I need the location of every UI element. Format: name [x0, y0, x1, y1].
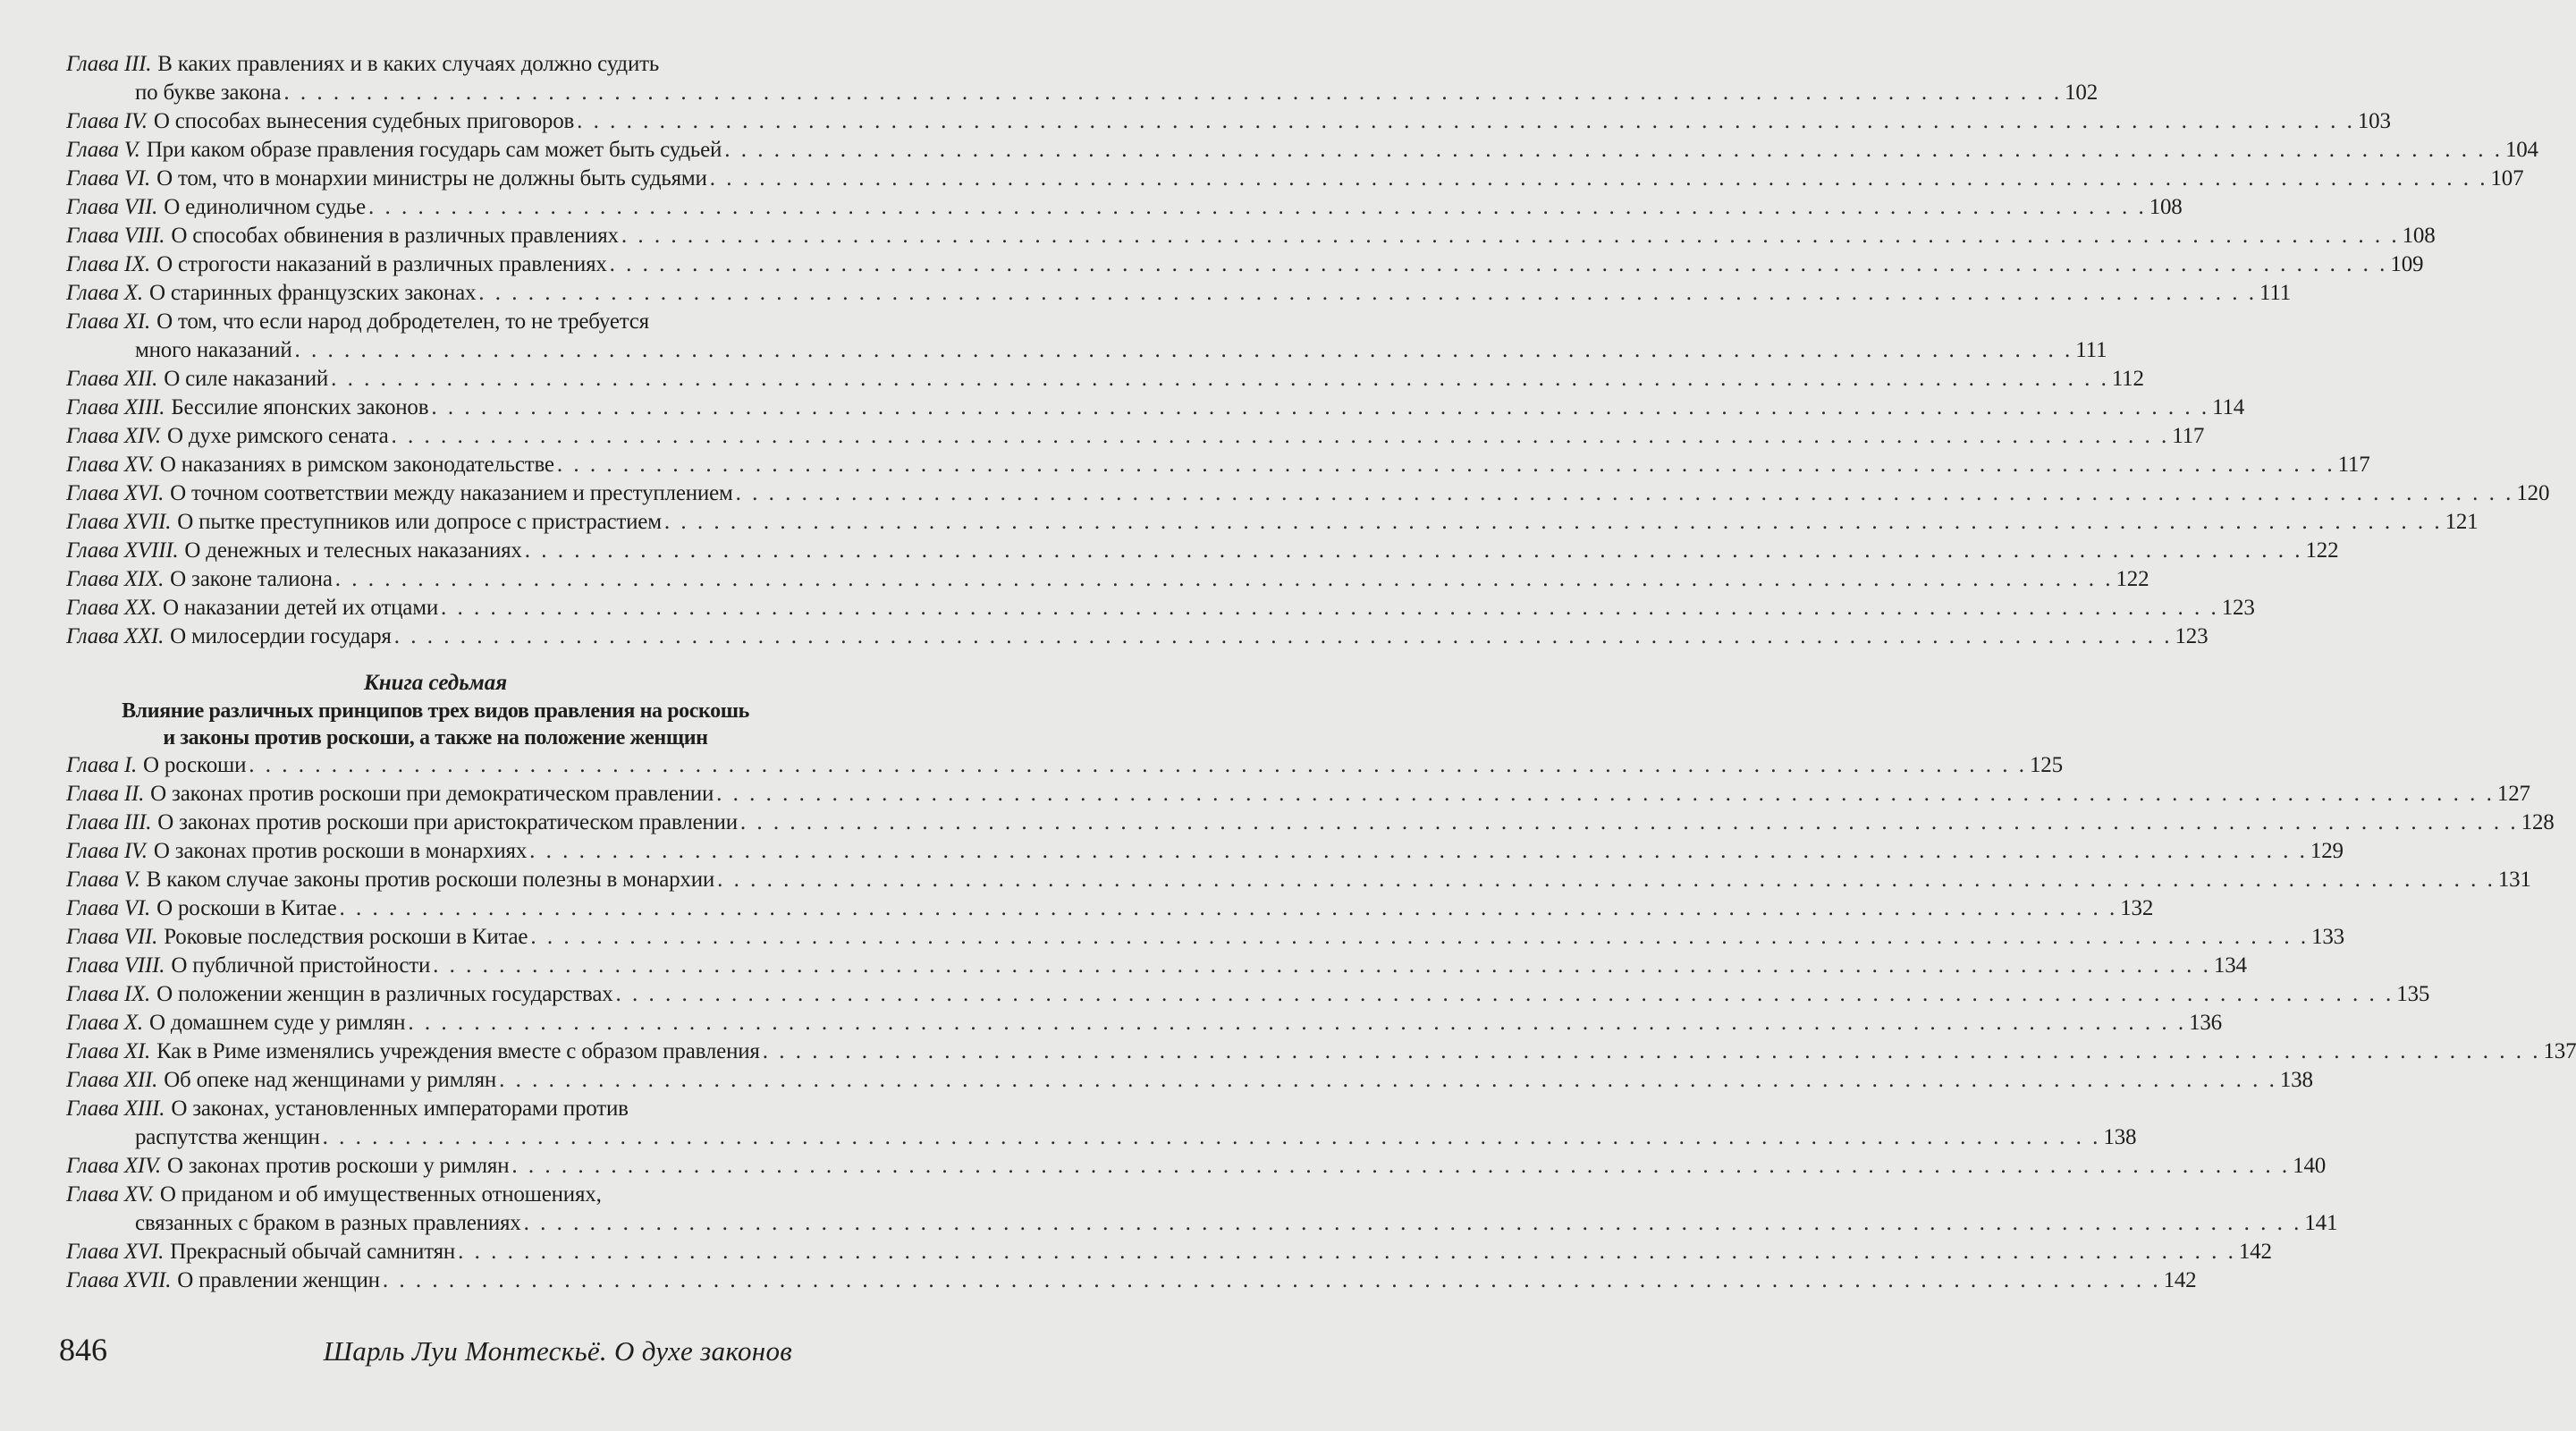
chapter-title: О законах против роскоши при аристократическом правлении — [157, 810, 738, 834]
dot-leader — [716, 780, 2495, 809]
chapter-label: Глава XII. — [66, 367, 158, 391]
chapter-title: О способах вынесения судебных приговоров — [153, 109, 575, 133]
dot-leader — [664, 508, 2443, 537]
chapter-title: О силе наказаний — [164, 367, 329, 391]
page-ref: 136 — [2189, 1011, 2222, 1035]
chapter-label: Глава VII. — [66, 195, 158, 219]
page-ref: 134 — [2213, 953, 2247, 978]
chapter-title: О законах, установленных императорами против — [171, 1097, 629, 1121]
toc-entry — [66, 1095, 2137, 1152]
page-ref: 104 — [2504, 138, 2538, 162]
toc-entry-line — [66, 308, 805, 336]
toc-entry — [66, 107, 2391, 136]
dot-leader — [340, 894, 2118, 923]
chapter-title: О законах против роскоши у римлян — [166, 1154, 510, 1178]
toc-entry — [66, 780, 2530, 809]
toc-entry-line — [66, 279, 2292, 308]
dot-leader — [431, 394, 2209, 422]
chapter-title: О наказаниях в римском законодательстве — [159, 453, 554, 477]
dot-leader — [408, 1009, 2186, 1037]
dot-leader — [717, 866, 2496, 894]
page-ref: 117 — [2172, 424, 2205, 448]
page-ref: 138 — [2103, 1125, 2137, 1149]
dot-leader — [530, 923, 2309, 952]
dot-leader — [525, 537, 2303, 565]
page-ref: 129 — [2310, 839, 2344, 863]
chapter-title: О том, что в монархии министры не должны быть судьями — [156, 166, 707, 191]
chapter-label: Глава IX. — [66, 982, 151, 1006]
chapter-title: Роковые последствия роскоши в Китае — [164, 925, 528, 949]
chapter-label: Глава IV. — [66, 839, 148, 863]
chapter-title: О правлении женщин — [177, 1268, 380, 1292]
toc-entry-line — [66, 809, 2555, 837]
toc-entry — [66, 136, 2538, 165]
page-ref: 120 — [2516, 481, 2550, 505]
toc-entry — [66, 279, 2292, 308]
book-heading — [66, 669, 805, 751]
toc-entry — [66, 751, 2063, 780]
page-ref: 141 — [2304, 1211, 2338, 1235]
toc-entry-line — [66, 193, 2183, 222]
toc-entry-line — [66, 479, 2550, 508]
page-ref: 133 — [2311, 925, 2344, 949]
toc-entry-line — [66, 365, 2144, 394]
toc-entry-line — [66, 866, 2531, 894]
toc-entry — [66, 193, 2183, 222]
toc-entry — [66, 1152, 2327, 1181]
toc-entry — [66, 451, 2370, 479]
dot-leader — [458, 1238, 2236, 1266]
dot-leader — [383, 1266, 2161, 1295]
toc-entry — [66, 809, 2555, 837]
toc-entry — [66, 923, 2344, 952]
chapter-label: Глава VI. — [66, 896, 151, 920]
dot-leader — [499, 1066, 2277, 1095]
chapter-title: О точном соответствии между наказанием и преступлением — [170, 481, 733, 505]
toc-entry — [66, 479, 2550, 508]
toc-entry-line — [66, 837, 2344, 866]
toc-entry-line — [66, 451, 2370, 479]
page-ref: 117 — [2337, 453, 2370, 477]
dot-leader — [249, 751, 2027, 780]
toc-entry — [66, 1238, 2272, 1266]
toc-entry — [66, 837, 2344, 866]
dot-leader — [577, 107, 2355, 136]
dot-leader — [736, 479, 2514, 508]
dot-leader — [295, 336, 2073, 365]
chapter-title: О том, что если народ добродетелен, то не требуется — [156, 309, 649, 334]
dot-leader — [478, 279, 2257, 308]
chapter-label: Глава XIII. — [66, 1097, 165, 1121]
chapter-title: О денежных и телесных наказаниях — [184, 538, 522, 563]
chapter-title: О положении женщин в различных государствах — [156, 982, 613, 1006]
toc-entry-line — [66, 923, 2344, 952]
chapter-label: Глава XI. — [66, 309, 151, 334]
toc-entry-line — [66, 50, 805, 79]
chapter-title: О приданом и об имущественных отношениях, — [159, 1182, 602, 1207]
chapter-title-continuation: распутства женщин — [135, 1125, 320, 1149]
page-ref: 137 — [2543, 1039, 2576, 1063]
toc-entry — [66, 980, 2430, 1009]
toc-entry-line — [66, 1209, 2338, 1238]
chapter-title: Об опеке над женщинами у римлян — [164, 1068, 497, 1092]
toc-entry-line — [66, 622, 2209, 651]
toc-entry-line — [66, 394, 2245, 422]
chapter-title: О публичной пристойности — [171, 953, 431, 978]
chapter-label: Глава XVII. — [66, 1268, 172, 1292]
page-ref: 103 — [2357, 109, 2391, 133]
page-ref: 111 — [2075, 338, 2107, 362]
book-title-line-2: и законы против роскоши, а также на положение женщин — [163, 726, 708, 749]
toc-entry — [66, 1181, 2338, 1238]
toc-entry — [66, 165, 2524, 193]
dot-leader — [283, 79, 2062, 107]
page-ref: 127 — [2496, 782, 2530, 806]
page-ref: 102 — [2065, 80, 2099, 105]
chapter-label: Глава XVI. — [66, 481, 165, 505]
toc-entry-line — [66, 751, 2063, 780]
chapter-label: Глава XV. — [66, 1182, 154, 1207]
page-ref: 135 — [2396, 982, 2430, 1006]
toc-entry-line — [66, 79, 2099, 107]
toc-entry — [66, 365, 2144, 394]
chapter-label: Глава V. — [66, 138, 140, 162]
chapter-label: Глава XII. — [66, 1068, 158, 1092]
chapter-title-continuation: по букве закона — [135, 80, 282, 105]
toc-entry — [66, 537, 2339, 565]
toc-entry-line — [66, 250, 2424, 279]
chapter-title: О законе талиона — [170, 567, 333, 591]
dot-leader — [740, 809, 2519, 837]
chapter-label: Глава XX. — [66, 596, 157, 620]
chapter-title: О единоличном судье — [164, 195, 366, 219]
chapter-label: Глава VIII. — [66, 224, 165, 248]
toc-entry-line — [66, 222, 2436, 250]
chapter-label: Глава XIV. — [66, 1154, 161, 1178]
page-ref: 122 — [2305, 538, 2339, 563]
page-ref: 111 — [2259, 281, 2292, 305]
toc-entry-line — [66, 537, 2339, 565]
toc-entry — [66, 594, 2255, 622]
chapter-title-continuation: много наказаний — [135, 338, 292, 362]
dot-leader — [335, 565, 2114, 594]
toc-entry-line — [66, 594, 2255, 622]
chapter-title-continuation: связанных с браком в разных правлениях — [135, 1211, 521, 1235]
chapter-label: Глава XI. — [66, 1039, 151, 1063]
toc-entry-line — [66, 136, 2538, 165]
dot-leader — [529, 837, 2308, 866]
chapter-title: О наказании детей их отцами — [163, 596, 438, 620]
toc-entry — [66, 1066, 2313, 1095]
toc-entry-line — [66, 336, 2107, 365]
chapter-title: О строгости наказаний в различных правлениях — [156, 252, 607, 276]
chapter-label: Глава VI. — [66, 166, 151, 191]
chapter-title: О домашнем суде у римлян — [148, 1011, 406, 1035]
chapter-label: Глава II. — [66, 782, 145, 806]
chapter-title: В каком случае законы против роскоши полезны в монархии — [146, 868, 715, 892]
toc-entry-line — [66, 1152, 2327, 1181]
page-ref: 109 — [2390, 252, 2424, 276]
page-ref: 121 — [2445, 510, 2479, 534]
chapter-label: Глава X. — [66, 1011, 143, 1035]
page-ref: 122 — [2116, 567, 2149, 591]
toc-entry-line — [66, 1095, 805, 1123]
page-ref: 108 — [2149, 195, 2183, 219]
toc-entry-line — [66, 107, 2391, 136]
page-ref: 107 — [2490, 166, 2524, 191]
page-ref: 128 — [2521, 810, 2555, 834]
chapter-label: Глава XIII. — [66, 395, 165, 419]
running-title: Шарль Луи Монтескьё. О духе законов — [323, 1335, 792, 1367]
page-ref: 125 — [2030, 753, 2063, 777]
chapter-label: Глава I. — [66, 753, 138, 777]
chapter-title: О роскоши — [143, 753, 247, 777]
toc-entry-line — [66, 980, 2430, 1009]
toc-entry — [66, 422, 2205, 451]
toc-entry-line — [66, 780, 2530, 809]
toc-entry-line — [66, 1123, 2137, 1152]
chapter-label: Глава IV. — [66, 109, 148, 133]
toc-entry — [66, 866, 2531, 894]
chapter-title: При каком образе правления государь сам может быть судьей — [146, 138, 722, 162]
dot-leader — [557, 451, 2335, 479]
page-number: 846 — [59, 1332, 107, 1367]
chapter-label: Глава XV. — [66, 453, 154, 477]
chapter-title: О роскоши в Китае — [156, 896, 337, 920]
chapter-label: Глава XVI. — [66, 1240, 165, 1264]
chapter-title: Прекрасный обычай самнитян — [170, 1240, 456, 1264]
book-title-line-1: Влияние различных принципов трех видов правления на роскошь — [122, 699, 749, 723]
chapter-label: Глава III. — [66, 52, 152, 76]
table-of-contents-bottom — [66, 751, 2576, 1295]
chapter-title: О пытке преступников или допросе с пристрастием — [177, 510, 662, 534]
chapter-title: О духе римского сената — [166, 424, 389, 448]
page-ref: 114 — [2212, 395, 2245, 419]
dot-leader — [710, 165, 2488, 193]
page-ref: 108 — [2402, 224, 2436, 248]
toc-entry-line — [66, 1009, 2222, 1037]
toc-entry — [66, 894, 2154, 923]
toc-entry-line — [66, 508, 2479, 537]
chapter-title: О законах против роскоши в монархиях — [153, 839, 528, 863]
chapter-title: Как в Риме изменялись учреждения вместе с образом правления — [156, 1039, 760, 1063]
page-ref: 142 — [2238, 1240, 2272, 1264]
dot-leader — [433, 952, 2211, 980]
book-number: Книга седьмая — [363, 671, 508, 695]
chapter-title: В каких правлениях и в каких случаях должно судить — [157, 52, 660, 76]
chapter-label: Глава XXI. — [66, 624, 165, 648]
toc-entry — [66, 1037, 2576, 1066]
dot-leader — [392, 422, 2170, 451]
dot-leader — [763, 1037, 2541, 1066]
toc-entry — [66, 308, 2107, 365]
toc-entry-line — [66, 952, 2247, 980]
toc-entry-line — [66, 422, 2205, 451]
chapter-label: Глава XVIII. — [66, 538, 179, 563]
page-ref: 131 — [2497, 868, 2531, 892]
page-ref: 123 — [2175, 624, 2209, 648]
chapter-label: Глава VII. — [66, 925, 158, 949]
chapter-label: Глава X. — [66, 281, 143, 305]
toc-entry — [66, 952, 2247, 980]
chapter-title: О способах обвинения в различных правлениях — [171, 224, 619, 248]
page-ref: 123 — [2221, 596, 2255, 620]
page-ref: 138 — [2279, 1068, 2313, 1092]
page-ref: 140 — [2293, 1154, 2327, 1178]
dot-leader — [368, 193, 2147, 222]
dot-leader — [610, 250, 2388, 279]
chapter-label: Глава XIX. — [66, 567, 165, 591]
dot-leader — [323, 1123, 2101, 1152]
toc-entry-line — [66, 894, 2154, 923]
chapter-title: Бессилие японских законов — [171, 395, 429, 419]
dot-leader — [394, 622, 2173, 651]
dot-leader — [441, 594, 2219, 622]
toc-entry — [66, 1009, 2222, 1037]
table-of-contents-top — [66, 50, 2550, 651]
dot-leader — [724, 136, 2503, 165]
page-ref: 132 — [2120, 896, 2154, 920]
chapter-title: О старинных французских законах — [148, 281, 477, 305]
dot-leader — [511, 1152, 2290, 1181]
toc-entry — [66, 622, 2209, 651]
chapter-label: Глава XVII. — [66, 510, 172, 534]
toc-entry — [66, 50, 2099, 107]
chapter-title: О законах против роскоши при демократическом правлении — [150, 782, 714, 806]
chapter-label: Глава IX. — [66, 252, 151, 276]
page-footer — [59, 1331, 792, 1368]
chapter-label: Глава VIII. — [66, 953, 165, 978]
dot-leader — [616, 980, 2394, 1009]
toc-entry-line — [66, 565, 2149, 594]
toc-entry — [66, 1266, 2197, 1295]
page-ref: 112 — [2111, 367, 2144, 391]
toc-entry-line — [66, 165, 2524, 193]
chapter-title: О милосердии государя — [170, 624, 392, 648]
toc-entry-line — [66, 1181, 805, 1209]
toc-entry-line — [66, 1066, 2313, 1095]
toc-entry — [66, 222, 2436, 250]
dot-leader — [331, 365, 2109, 394]
chapter-label: Глава III. — [66, 810, 152, 834]
toc-entry — [66, 508, 2479, 537]
dot-leader — [621, 222, 2400, 250]
toc-entry-line — [66, 1238, 2272, 1266]
toc-entry — [66, 250, 2424, 279]
toc-entry — [66, 565, 2149, 594]
chapter-label: Глава V. — [66, 868, 140, 892]
toc-entry-line — [66, 1266, 2197, 1295]
toc-entry — [66, 394, 2245, 422]
page-ref: 142 — [2163, 1268, 2197, 1292]
toc-entry-line — [66, 1037, 2576, 1066]
dot-leader — [524, 1209, 2302, 1238]
chapter-label: Глава XIV. — [66, 424, 161, 448]
